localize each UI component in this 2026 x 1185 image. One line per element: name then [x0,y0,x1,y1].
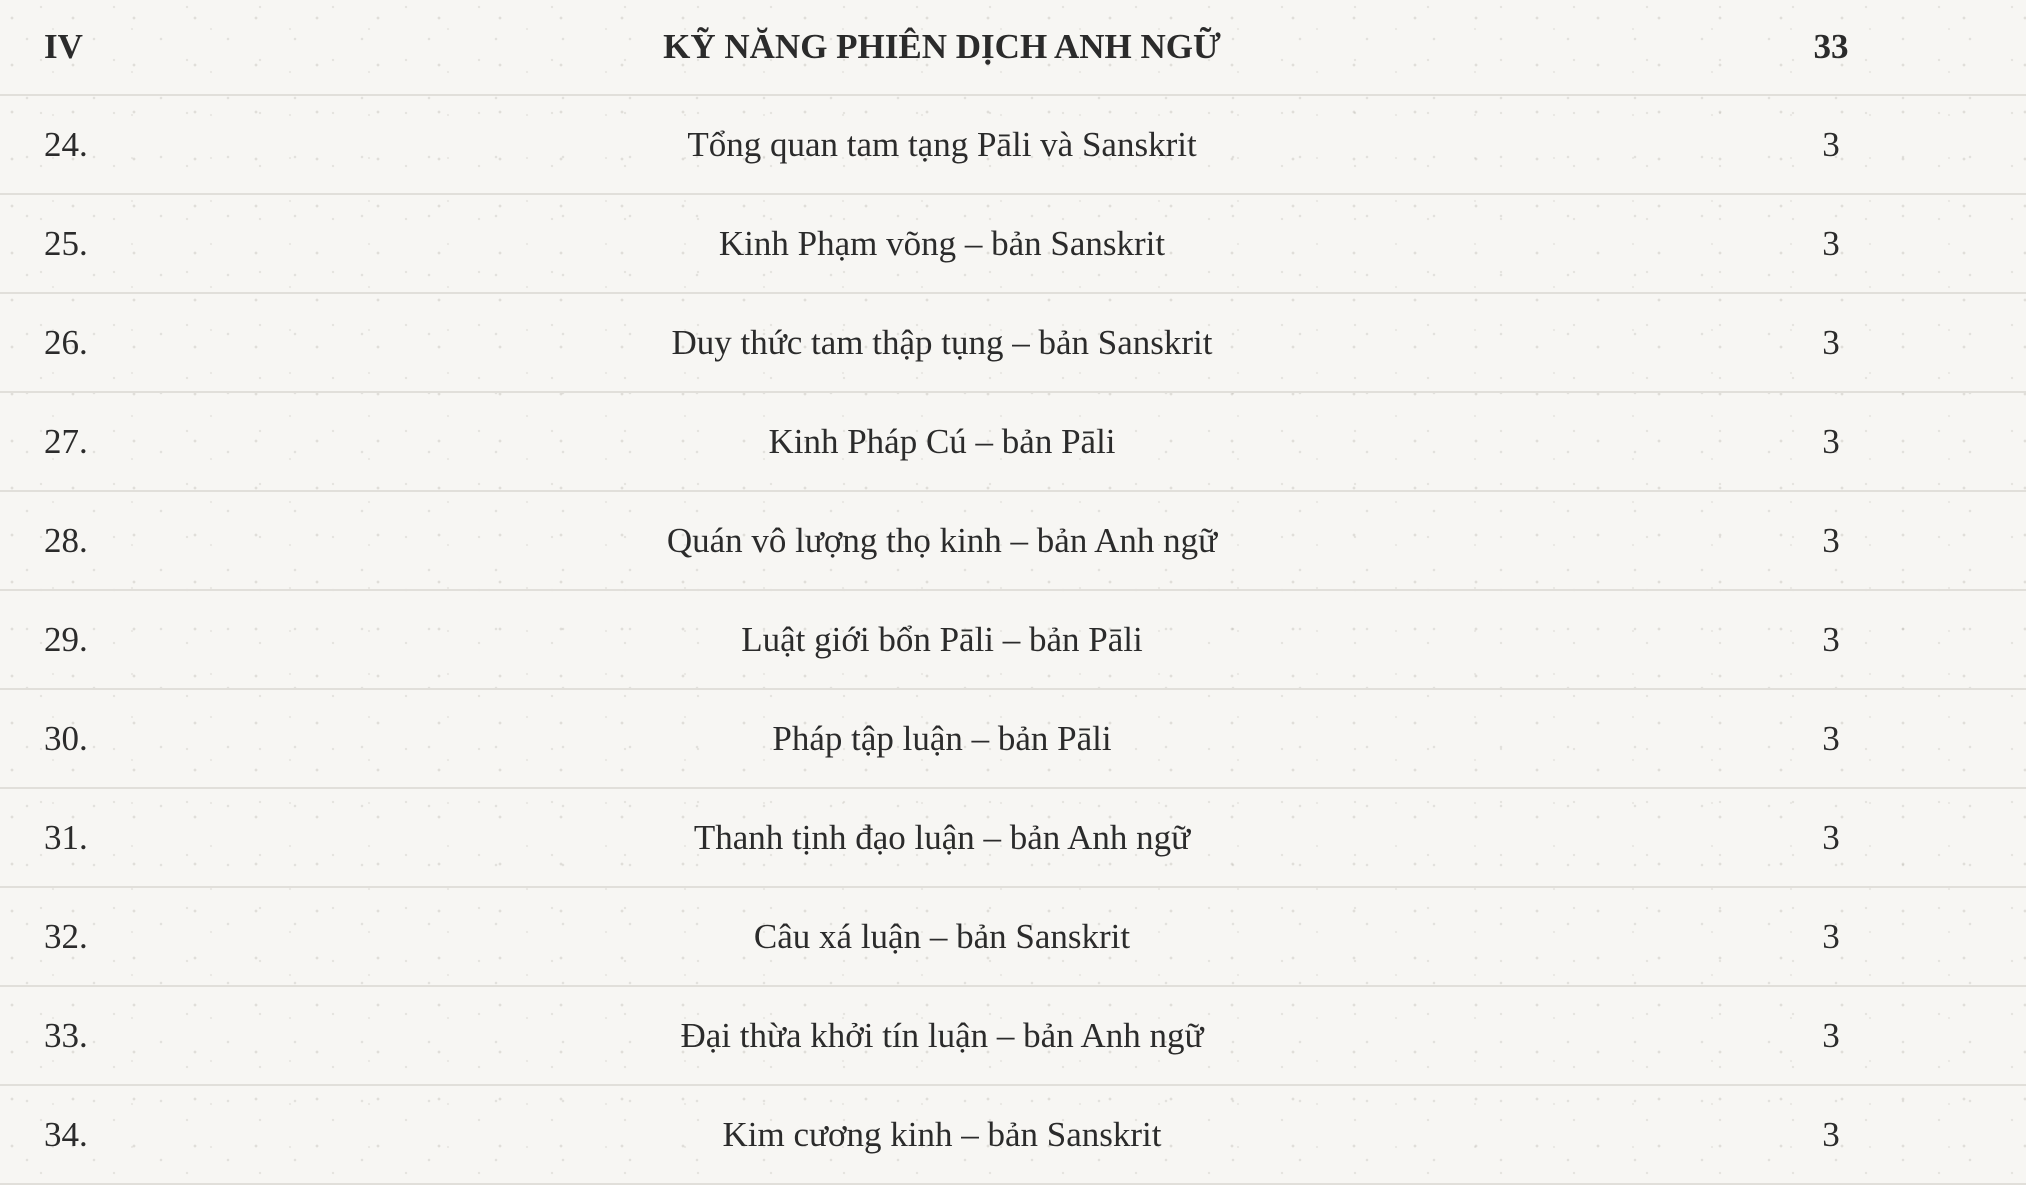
course-number: 33. [0,986,292,1085]
course-credits: 3 [1592,689,2026,788]
course-credits: 3 [1592,887,2026,986]
course-number: 32. [0,887,292,986]
course-number: 26. [0,293,292,392]
course-number: 25. [0,194,292,293]
section-total-credits: 33 [1592,0,2026,95]
course-name: Quán vô lượng thọ kinh – bản Anh ngữ [292,491,1592,590]
course-name: Thanh tịnh đạo luận – bản Anh ngữ [292,788,1592,887]
course-credits: 3 [1592,491,2026,590]
course-name: Câu xá luận – bản Sanskrit [292,887,1592,986]
table-row [0,986,2026,1085]
course-credits: 3 [1592,95,2026,194]
table-row [0,491,2026,590]
course-credits: 3 [1592,293,2026,392]
course-credits: 3 [1592,194,2026,293]
course-number: 24. [0,95,292,194]
section-number: IV [0,0,292,95]
table-row [0,590,2026,689]
course-number: 29. [0,590,292,689]
table-row [0,293,2026,392]
course-number: 27. [0,392,292,491]
table-row [0,1085,2026,1184]
course-name: Tổng quan tam tạng Pāli và Sanskrit [292,95,1592,194]
course-credits: 3 [1592,788,2026,887]
course-credits: 3 [1592,1085,2026,1184]
table-row [0,689,2026,788]
course-name: Kim cương kinh – bản Sanskrit [292,1085,1592,1184]
course-number: 34. [0,1085,292,1184]
course-name: Pháp tập luận – bản Pāli [292,689,1592,788]
course-number: 28. [0,491,292,590]
section-title: KỸ NĂNG PHIÊN DỊCH ANH NGỮ [292,0,1592,95]
course-credits: 3 [1592,986,2026,1085]
course-name: Duy thức tam thập tụng – bản Sanskrit [292,293,1592,392]
course-name: Kinh Pháp Cú – bản Pāli [292,392,1592,491]
section-header-row [0,0,2026,95]
course-name: Kinh Phạm võng – bản Sanskrit [292,194,1592,293]
table-row [0,95,2026,194]
course-credits: 3 [1592,590,2026,689]
table-row [0,392,2026,491]
course-number: 31. [0,788,292,887]
table-row [0,788,2026,887]
course-number: 30. [0,689,292,788]
course-name: Đại thừa khởi tín luận – bản Anh ngữ [292,986,1592,1085]
table-row [0,887,2026,986]
course-credits: 3 [1592,392,2026,491]
course-name: Luật giới bổn Pāli – bản Pāli [292,590,1592,689]
table-row [0,194,2026,293]
